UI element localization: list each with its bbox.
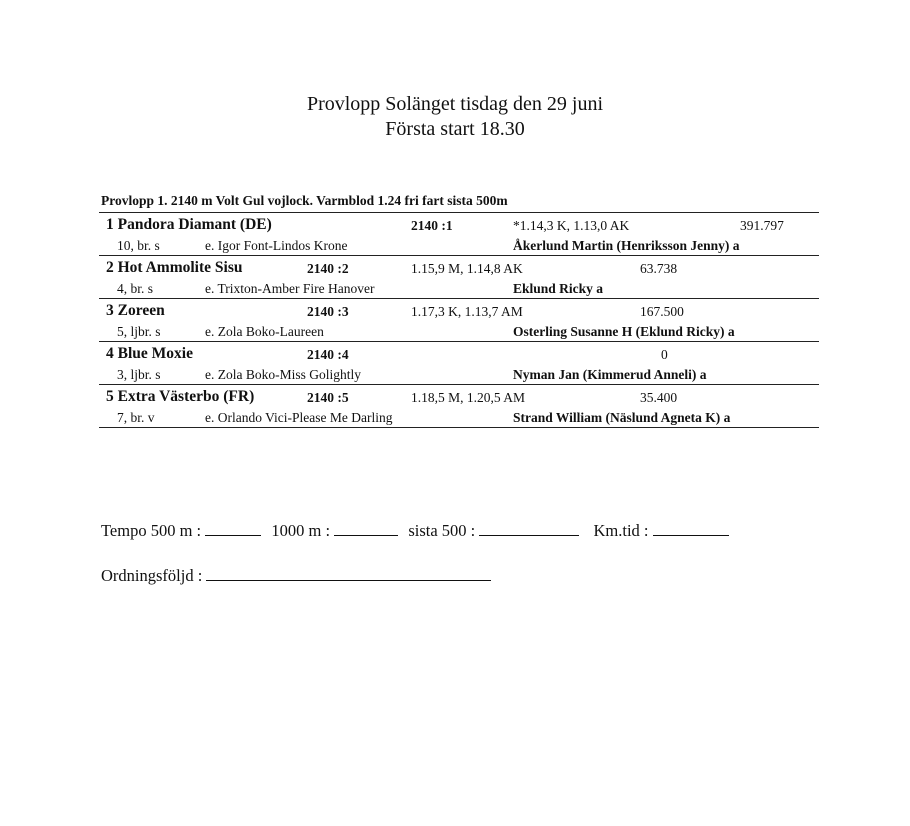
sista-label: sista 500 : xyxy=(408,521,476,540)
horse-name: 5 Extra Västerbo (FR) xyxy=(106,388,255,405)
horse-driver: Strand William (Näslund Agneta K) a xyxy=(513,410,731,425)
horse-info: 5, ljbr. s xyxy=(117,324,161,339)
horse-prize: 35.400 xyxy=(640,390,678,405)
horse-records: 1.15,9 M, 1.14,8 AK xyxy=(411,261,523,276)
horse-driver: Eklund Ricky a xyxy=(513,281,604,296)
tempo-line xyxy=(101,519,729,541)
horse-distance: 2140 :2 xyxy=(307,261,349,276)
horse-name: 1 Pandora Diamant (DE) xyxy=(106,216,272,233)
horse-pedigree: e. Igor Font-Lindos Krone xyxy=(205,238,348,253)
order-blank[interactable] xyxy=(206,564,491,581)
table-rule xyxy=(99,384,819,385)
kmtid-blank[interactable] xyxy=(653,519,729,536)
horse-info: 10, br. s xyxy=(117,238,160,253)
horse-records: 1.17,3 K, 1.13,7 AM xyxy=(411,304,523,319)
horse-prize: 167.500 xyxy=(640,304,684,319)
horse-prize: 0 xyxy=(661,347,668,362)
k1000-label: 1000 m : xyxy=(271,521,331,540)
horse-driver: Åkerlund Martin (Henriksson Jenny) a xyxy=(513,238,740,253)
tempo-500-blank[interactable] xyxy=(205,519,261,536)
horse-pedigree: e. Trixton-Amber Fire Hanover xyxy=(205,281,375,296)
horse-pedigree: e. Zola Boko-Laureen xyxy=(205,324,324,339)
tempo-1000-blank[interactable] xyxy=(334,519,398,536)
kmtid-label: Km.tid : xyxy=(593,521,649,540)
table-rule xyxy=(99,427,819,428)
horse-driver: Nyman Jan (Kimmerud Anneli) a xyxy=(513,367,707,382)
sista-500-blank[interactable] xyxy=(479,519,579,536)
horse-distance: 2140 :5 xyxy=(307,390,349,405)
horse-distance: 2140 :1 xyxy=(411,218,453,233)
tempo-label: Tempo 500 m : xyxy=(101,521,202,540)
horse-prize: 63.738 xyxy=(640,261,678,276)
horse-name: 2 Hot Ammolite Sisu xyxy=(106,259,243,276)
horse-name: 4 Blue Moxie xyxy=(106,345,193,362)
horse-records: 1.18,5 M, 1.20,5 AM xyxy=(411,390,526,405)
horse-driver: Osterling Susanne H (Eklund Ricky) a xyxy=(513,324,735,339)
horse-distance: 2140 :3 xyxy=(307,304,349,319)
table-rule xyxy=(99,298,819,299)
horse-distance: 2140 :4 xyxy=(307,347,349,362)
race-heading: Provlopp 1. 2140 m Volt Gul vojlock. Varmblod 1.24 fri fart sista 500m xyxy=(101,193,508,208)
order-line xyxy=(101,564,491,586)
horse-info: 3, ljbr. s xyxy=(117,367,161,382)
horse-pedigree: e. Zola Boko-Miss Golightly xyxy=(205,367,361,382)
horse-info: 7, br. v xyxy=(117,410,155,425)
order-label: Ordningsföljd : xyxy=(101,566,203,585)
page-title: Provlopp Solänget tisdag den 29 juni xyxy=(306,93,604,115)
table-rule xyxy=(99,341,819,342)
horse-name: 3 Zoreen xyxy=(106,302,165,319)
horse-info: 4, br. s xyxy=(117,281,154,296)
table-rule xyxy=(99,255,819,256)
horse-records: *1.14,3 K, 1.13,0 AK xyxy=(513,218,630,233)
page-subtitle: Första start 18.30 xyxy=(385,118,525,140)
table-rule xyxy=(99,212,819,213)
horse-prize: 391.797 xyxy=(740,218,784,233)
horse-pedigree: e. Orlando Vici-Please Me Darling xyxy=(205,410,393,425)
